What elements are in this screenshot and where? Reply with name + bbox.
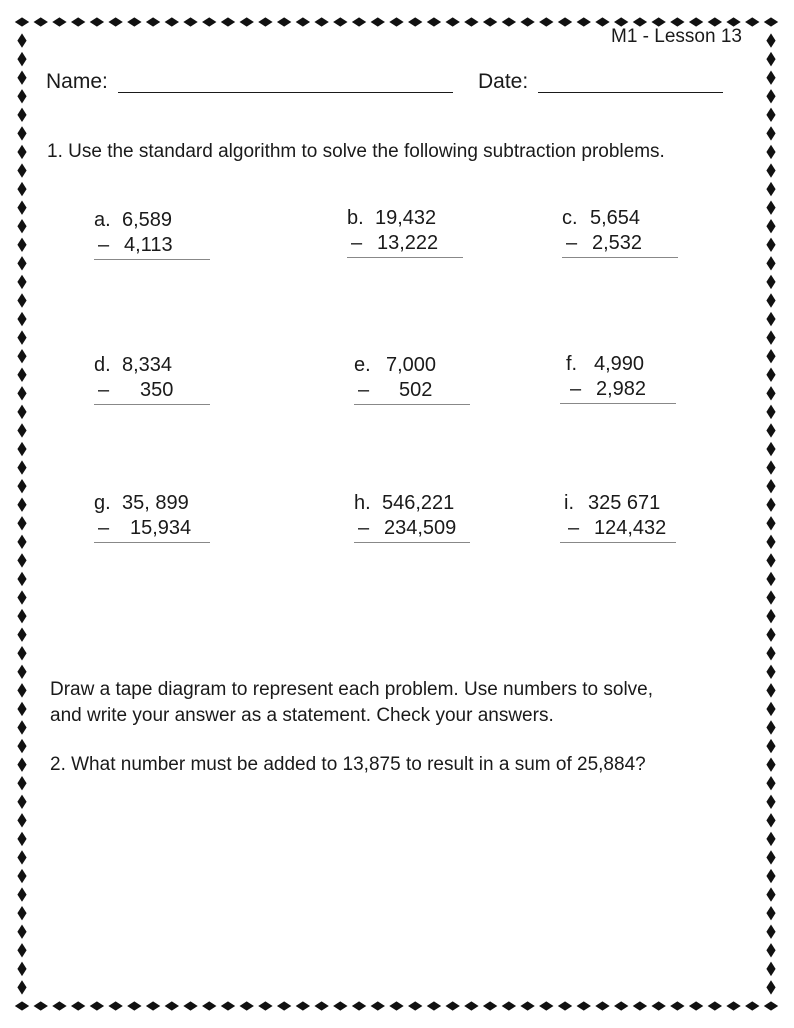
border-diamond xyxy=(17,739,26,753)
answer-line xyxy=(94,404,210,405)
answer-line xyxy=(354,542,470,543)
border-diamond xyxy=(766,553,775,567)
border-diamond xyxy=(520,1001,534,1010)
border-diamond xyxy=(17,702,26,716)
minus-sign: – xyxy=(98,517,110,539)
border-diamond xyxy=(764,17,778,26)
border-diamond xyxy=(766,182,775,196)
border-diamond xyxy=(17,720,26,734)
border-diamond xyxy=(408,1001,422,1010)
minus-sign: – xyxy=(358,517,370,539)
border-diamond xyxy=(595,1001,609,1010)
border-diamond xyxy=(333,17,347,26)
border-diamond xyxy=(17,832,26,846)
border-diamond xyxy=(17,887,26,901)
answer-line xyxy=(94,259,210,260)
border-diamond xyxy=(17,869,26,883)
border-diamond xyxy=(766,906,775,920)
problem-letter: e. xyxy=(354,354,371,376)
border-diamond xyxy=(766,145,775,159)
border-diamond xyxy=(17,850,26,864)
border-diamond xyxy=(277,1001,291,1010)
border-diamond xyxy=(766,776,775,790)
problem-minuend: 19,432 xyxy=(375,207,437,229)
border-diamond xyxy=(146,1001,160,1010)
border-diamond xyxy=(726,1001,740,1010)
border-diamond xyxy=(371,1001,385,1010)
border-diamond xyxy=(17,330,26,344)
border-diamond xyxy=(17,182,26,196)
border-diamond xyxy=(17,312,26,326)
border-diamond xyxy=(221,17,235,26)
border-diamond xyxy=(766,460,775,474)
border-diamond xyxy=(766,163,775,177)
border-diamond xyxy=(766,702,775,716)
border-diamond xyxy=(17,349,26,363)
border-diamond xyxy=(71,1001,85,1010)
border-diamond xyxy=(202,17,216,26)
problem-minuend: 5,654 xyxy=(590,207,641,229)
border-diamond xyxy=(277,17,291,26)
border-diamond xyxy=(633,1001,647,1010)
border-diamond xyxy=(17,906,26,920)
border-diamond xyxy=(651,1001,665,1010)
border-diamond xyxy=(558,17,572,26)
problem-minuend: 7,000 xyxy=(386,354,437,376)
border-diamond xyxy=(766,720,775,734)
problem-letter: a. xyxy=(94,209,111,231)
name-line xyxy=(118,92,453,93)
border-diamond xyxy=(17,757,26,771)
border-diamond xyxy=(764,1001,778,1010)
border-diamond xyxy=(766,590,775,604)
border-diamond xyxy=(17,535,26,549)
minus-sign: – xyxy=(98,234,110,256)
border-diamond xyxy=(445,17,459,26)
border-diamond xyxy=(766,312,775,326)
border-diamond xyxy=(314,1001,328,1010)
border-diamond xyxy=(766,850,775,864)
border-diamond xyxy=(165,1001,179,1010)
border-diamond xyxy=(766,256,775,270)
border-diamond xyxy=(258,1001,272,1010)
answer-line xyxy=(347,257,463,258)
problem-letter: h. xyxy=(354,492,371,514)
problem-subtrahend: 13,222 xyxy=(377,232,439,254)
border-diamond xyxy=(17,962,26,976)
border-diamond xyxy=(34,1001,48,1010)
border-diamond xyxy=(17,943,26,957)
border-diamond xyxy=(17,52,26,66)
problem-letter: d. xyxy=(94,354,111,376)
problem-subtrahend: 234,509 xyxy=(384,517,457,539)
border-diamond xyxy=(17,683,26,697)
border-diamond xyxy=(766,887,775,901)
border-diamond xyxy=(766,572,775,586)
border-diamond xyxy=(258,17,272,26)
border-diamond xyxy=(483,1001,497,1010)
border-diamond xyxy=(17,163,26,177)
minus-sign: – xyxy=(568,517,580,539)
border-diamond xyxy=(17,572,26,586)
border-diamond xyxy=(766,479,775,493)
border-diamond xyxy=(240,1001,254,1010)
border-diamond xyxy=(17,460,26,474)
border-diamond xyxy=(352,17,366,26)
border-diamond xyxy=(766,349,775,363)
border-diamond xyxy=(314,17,328,26)
border-diamond xyxy=(389,1001,403,1010)
border-diamond xyxy=(17,423,26,437)
minus-sign: – xyxy=(351,232,363,254)
border-diamond xyxy=(17,646,26,660)
border-diamond xyxy=(15,17,29,26)
border-diamond xyxy=(708,1001,722,1010)
border-diamond xyxy=(17,386,26,400)
border-diamond xyxy=(15,1001,29,1010)
instructions-line-1: Draw a tape diagram to represent each problem. Use numbers to solve, xyxy=(50,679,654,700)
border-diamond xyxy=(17,479,26,493)
border-diamond xyxy=(766,516,775,530)
border-diamond xyxy=(17,145,26,159)
problem-subtrahend: 502 xyxy=(399,379,433,401)
problem-minuend: 325 671 xyxy=(588,492,661,514)
border-diamond xyxy=(766,813,775,827)
border-diamond xyxy=(766,386,775,400)
border-diamond xyxy=(240,17,254,26)
border-diamond xyxy=(766,275,775,289)
border-diamond xyxy=(766,89,775,103)
border-diamond xyxy=(539,1001,553,1010)
border-diamond xyxy=(17,795,26,809)
border-diamond xyxy=(766,423,775,437)
border-diamond xyxy=(766,368,775,382)
border-diamond xyxy=(766,646,775,660)
border-diamond xyxy=(17,126,26,140)
answer-line xyxy=(562,257,678,258)
problem-subtrahend: 15,934 xyxy=(130,517,192,539)
problem-minuend: 6,589 xyxy=(122,209,173,231)
answer-line xyxy=(354,404,470,405)
border-diamond xyxy=(766,665,775,679)
border-diamond xyxy=(221,1001,235,1010)
answer-line xyxy=(560,542,676,543)
border-diamond xyxy=(17,516,26,530)
border-diamond xyxy=(766,219,775,233)
answer-line xyxy=(94,542,210,543)
problem-subtrahend: 124,432 xyxy=(594,517,667,539)
problem-letter: b. xyxy=(347,207,364,229)
question-2-prompt: 2. What number must be added to 13,875 to result in a sum of 25,884? xyxy=(50,754,646,775)
problem-subtrahend: 2,532 xyxy=(592,232,643,254)
border-diamond xyxy=(296,17,310,26)
problem-letter: f. xyxy=(566,353,578,375)
border-diamond xyxy=(17,368,26,382)
border-diamond xyxy=(17,238,26,252)
border-diamond xyxy=(427,17,441,26)
border-diamond xyxy=(17,200,26,214)
border-diamond xyxy=(766,535,775,549)
border-diamond xyxy=(17,980,26,994)
problem-letter: i. xyxy=(564,492,574,514)
border-diamond xyxy=(17,293,26,307)
border-diamond xyxy=(17,925,26,939)
border-diamond xyxy=(17,553,26,567)
border-diamond xyxy=(17,442,26,456)
date-label: Date: xyxy=(478,70,529,93)
border-diamond xyxy=(689,1001,703,1010)
border-diamond xyxy=(766,108,775,122)
border-diamond xyxy=(108,1001,122,1010)
border-diamond xyxy=(108,17,122,26)
border-diamond xyxy=(165,17,179,26)
minus-sign: – xyxy=(566,232,578,254)
border-diamond xyxy=(502,1001,516,1010)
border-diamond xyxy=(17,665,26,679)
border-diamond xyxy=(464,1001,478,1010)
border-diamond xyxy=(17,70,26,84)
border-diamond xyxy=(17,813,26,827)
border-diamond xyxy=(202,1001,216,1010)
border-diamond xyxy=(558,1001,572,1010)
border-diamond xyxy=(17,219,26,233)
problem-subtrahend: 4,113 xyxy=(124,234,173,256)
border-diamond xyxy=(445,1001,459,1010)
question-1-prompt: 1. Use the standard algorithm to solve the following subtraction problems. xyxy=(47,141,665,162)
border-diamond xyxy=(296,1001,310,1010)
border-diamond xyxy=(71,17,85,26)
border-diamond xyxy=(766,683,775,697)
border-diamond xyxy=(427,1001,441,1010)
border-diamond xyxy=(34,17,48,26)
problem-subtrahend: 350 xyxy=(140,379,174,401)
border-diamond xyxy=(17,275,26,289)
instructions-line-2: and write your answer as a statement. Check your answers. xyxy=(50,705,554,726)
border-diamond xyxy=(766,795,775,809)
problem-subtrahend: 2,982 xyxy=(596,378,647,400)
border-diamond xyxy=(766,925,775,939)
problem-minuend: 8,334 xyxy=(122,354,173,376)
border-diamond xyxy=(766,330,775,344)
border-diamond xyxy=(127,1001,141,1010)
border-diamond xyxy=(127,17,141,26)
border-diamond xyxy=(577,1001,591,1010)
border-diamond xyxy=(766,52,775,66)
border-diamond xyxy=(464,17,478,26)
border-diamond xyxy=(17,33,26,47)
problem-letter: c. xyxy=(562,207,578,229)
border-diamond xyxy=(52,1001,66,1010)
border-diamond xyxy=(17,108,26,122)
border-diamond xyxy=(766,405,775,419)
border-diamond xyxy=(766,869,775,883)
border-diamond xyxy=(17,627,26,641)
answer-line xyxy=(560,403,676,404)
border-diamond xyxy=(183,1001,197,1010)
border-diamond xyxy=(483,17,497,26)
border-diamond xyxy=(766,962,775,976)
border-diamond xyxy=(766,498,775,512)
border-diamond xyxy=(146,17,160,26)
border-diamond xyxy=(17,609,26,623)
border-diamond xyxy=(766,943,775,957)
problem-minuend: 546,221 xyxy=(382,492,455,514)
border-diamond xyxy=(52,17,66,26)
border-diamond xyxy=(17,89,26,103)
name-label: Name: xyxy=(46,70,108,93)
border-diamond xyxy=(745,1001,759,1010)
minus-sign: – xyxy=(358,379,370,401)
border-diamond xyxy=(408,17,422,26)
problem-minuend: 4,990 xyxy=(594,353,645,375)
problem-minuend: 35, 899 xyxy=(122,492,189,514)
border-diamond xyxy=(17,405,26,419)
border-diamond xyxy=(766,627,775,641)
border-diamond xyxy=(766,293,775,307)
minus-sign: – xyxy=(570,378,582,400)
border-diamond xyxy=(502,17,516,26)
border-diamond xyxy=(766,126,775,140)
border-diamond xyxy=(352,1001,366,1010)
border-diamond xyxy=(614,1001,628,1010)
border-diamond xyxy=(766,739,775,753)
border-diamond xyxy=(766,757,775,771)
date-line xyxy=(538,92,723,93)
border-diamond xyxy=(766,609,775,623)
border-diamond xyxy=(577,17,591,26)
border-diamond xyxy=(766,980,775,994)
border-diamond xyxy=(766,442,775,456)
border-diamond xyxy=(17,776,26,790)
border-diamond xyxy=(90,1001,104,1010)
border-diamond xyxy=(766,33,775,47)
border-diamond xyxy=(766,200,775,214)
minus-sign: – xyxy=(98,379,110,401)
border-diamond xyxy=(17,590,26,604)
border-diamond xyxy=(17,498,26,512)
problem-letter: g. xyxy=(94,492,111,514)
border-diamond xyxy=(766,238,775,252)
border-diamond xyxy=(90,17,104,26)
border-diamond xyxy=(670,1001,684,1010)
border-diamond xyxy=(745,17,759,26)
border-diamond xyxy=(371,17,385,26)
border-diamond xyxy=(520,17,534,26)
border-diamond xyxy=(766,70,775,84)
border-diamond xyxy=(333,1001,347,1010)
border-diamond xyxy=(183,17,197,26)
border-diamond xyxy=(539,17,553,26)
border-diamond xyxy=(389,17,403,26)
lesson-label: M1 - Lesson 13 xyxy=(611,26,742,47)
border-diamond xyxy=(595,17,609,26)
border-diamond xyxy=(766,832,775,846)
border-diamond xyxy=(17,256,26,270)
